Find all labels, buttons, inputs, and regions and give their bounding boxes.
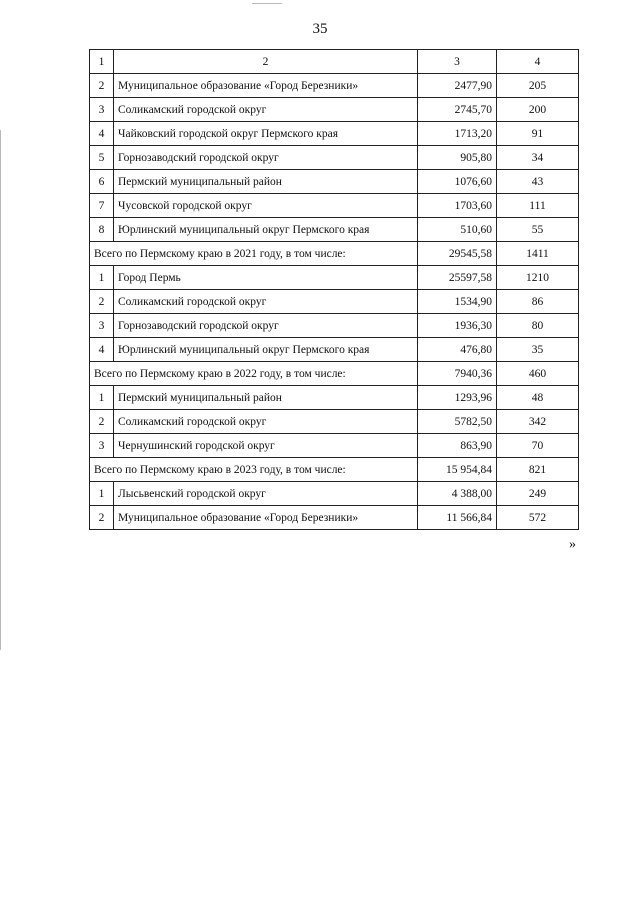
municipality-name: Муниципальное образование «Город Березники» — [114, 506, 418, 530]
count-value: 70 — [497, 434, 579, 458]
table-row — [90, 410, 579, 434]
table-row — [90, 170, 579, 194]
table-row — [90, 74, 579, 98]
municipality-name: Горнозаводский городской округ — [114, 314, 418, 338]
municipality-name: Город Пермь — [114, 266, 418, 290]
table-row — [90, 98, 579, 122]
count-value: 342 — [497, 410, 579, 434]
area-value: 905,80 — [418, 146, 497, 170]
count-value: 35 — [497, 338, 579, 362]
municipality-name: Соликамский городской округ — [114, 98, 418, 122]
page-number: 35 — [312, 21, 328, 37]
table-row — [90, 218, 579, 242]
table-row — [90, 482, 579, 506]
municipality-name: Юрлинский муниципальный округ Пермского края — [114, 218, 418, 242]
municipality-name: Пермский муниципальный район — [114, 170, 418, 194]
count-value: 111 — [497, 194, 579, 218]
scan-edge-mark-left — [0, 130, 1, 650]
area-value: 11 566,84 — [418, 506, 497, 530]
scan-edge-mark-top — [252, 3, 282, 4]
table-row — [90, 314, 579, 338]
row-number: 4 — [90, 338, 114, 362]
area-value: 7940,36 — [418, 362, 497, 386]
count-value: 200 — [497, 98, 579, 122]
table-body — [90, 50, 579, 530]
row-number: 3 — [90, 314, 114, 338]
area-value: 25597,58 — [418, 266, 497, 290]
area-value: 2745,70 — [418, 98, 497, 122]
table-row — [90, 386, 579, 410]
municipality-name: Пермский муниципальный район — [114, 386, 418, 410]
municipality-name: Чусовской городской округ — [114, 194, 418, 218]
total-label: Всего по Пермскому краю в 2021 году, в том числе: — [90, 242, 418, 266]
table-row — [90, 506, 579, 530]
municipality-name: Чернушинский городской округ — [114, 434, 418, 458]
area-value: 4 388,00 — [418, 482, 497, 506]
table-total-row — [90, 242, 579, 266]
count-value: 460 — [497, 362, 579, 386]
area-value: 29545,58 — [418, 242, 497, 266]
municipality-name: Соликамский городской округ — [114, 290, 418, 314]
area-value: 1703,60 — [418, 194, 497, 218]
count-value: 205 — [497, 74, 579, 98]
table-header-row — [90, 50, 579, 74]
table-row — [90, 146, 579, 170]
table-total-row — [90, 458, 579, 482]
area-value: 15 954,84 — [418, 458, 497, 482]
table-row — [90, 338, 579, 362]
table-row — [90, 194, 579, 218]
area-value: 1076,60 — [418, 170, 497, 194]
count-value: 1210 — [497, 266, 579, 290]
count-value: 91 — [497, 122, 579, 146]
row-number: 6 — [90, 170, 114, 194]
row-number: 2 — [90, 74, 114, 98]
row-number: 7 — [90, 194, 114, 218]
row-number: 2 — [90, 410, 114, 434]
count-value: 43 — [497, 170, 579, 194]
count-value: 821 — [497, 458, 579, 482]
row-number: 3 — [90, 434, 114, 458]
row-number: 2 — [90, 506, 114, 530]
row-number: 8 — [90, 218, 114, 242]
table-row — [90, 266, 579, 290]
header-col-4: 4 — [497, 50, 579, 74]
area-value: 1534,90 — [418, 290, 497, 314]
total-label: Всего по Пермскому краю в 2022 году, в том числе: — [90, 362, 418, 386]
municipality-name: Соликамский городской округ — [114, 410, 418, 434]
count-value: 80 — [497, 314, 579, 338]
count-value: 1411 — [497, 242, 579, 266]
header-col-2: 2 — [114, 50, 418, 74]
municipality-name: Горнозаводский городской округ — [114, 146, 418, 170]
count-value: 34 — [497, 146, 579, 170]
area-value: 510,60 — [418, 218, 497, 242]
area-value: 476,80 — [418, 338, 497, 362]
area-value: 1293,96 — [418, 386, 497, 410]
row-number: 5 — [90, 146, 114, 170]
count-value: 48 — [497, 386, 579, 410]
area-value: 1713,20 — [418, 122, 497, 146]
area-value: 863,90 — [418, 434, 497, 458]
row-number: 1 — [90, 482, 114, 506]
municipality-name: Чайковский городской округ Пермского края — [114, 122, 418, 146]
table-row — [90, 122, 579, 146]
municipality-name: Муниципальное образование «Город Березники» — [114, 74, 418, 98]
count-value: 572 — [497, 506, 579, 530]
area-value: 5782,50 — [418, 410, 497, 434]
count-value: 249 — [497, 482, 579, 506]
table-row — [90, 290, 579, 314]
closing-quote-mark: » — [569, 537, 576, 552]
area-value: 1936,30 — [418, 314, 497, 338]
data-table — [89, 49, 579, 530]
row-number: 2 — [90, 290, 114, 314]
area-value: 2477,90 — [418, 74, 497, 98]
municipality-name: Лысьвенский городской округ — [114, 482, 418, 506]
header-col-1: 1 — [90, 50, 114, 74]
count-value: 55 — [497, 218, 579, 242]
row-number: 1 — [90, 266, 114, 290]
row-number: 4 — [90, 122, 114, 146]
row-number: 1 — [90, 386, 114, 410]
count-value: 86 — [497, 290, 579, 314]
row-number: 3 — [90, 98, 114, 122]
table-row — [90, 434, 579, 458]
table-total-row — [90, 362, 579, 386]
total-label: Всего по Пермскому краю в 2023 году, в том числе: — [90, 458, 418, 482]
municipality-name: Юрлинский муниципальный округ Пермского края — [114, 338, 418, 362]
header-col-3: 3 — [418, 50, 497, 74]
